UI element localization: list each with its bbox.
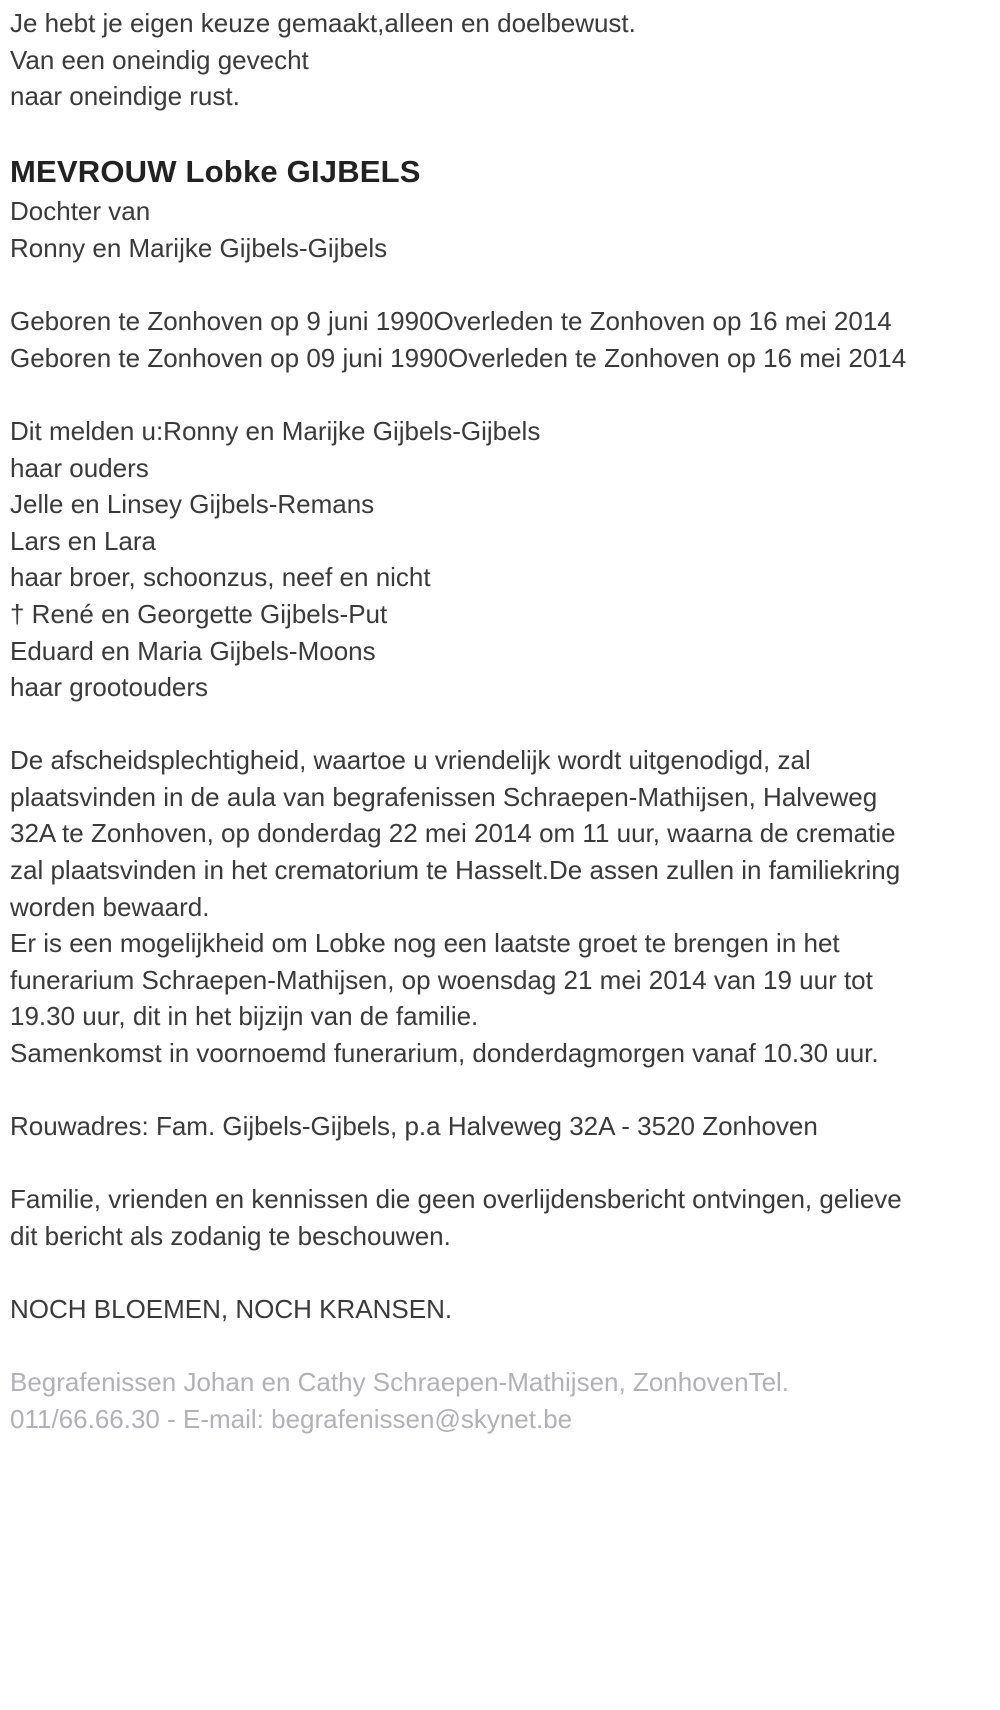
poem-line-2: Van een oneindig gevecht — [10, 44, 309, 75]
undertaker-footer-text: Begrafenissen Johan en Cathy Schraepen-Mathijsen, ZonhovenTel. 011/66.66.30 - E-mail: begrafenissen@skynet.be — [10, 1367, 790, 1434]
general-notice — [10, 1181, 926, 1254]
ceremony-paragraph-2: Er is een mogelijkheid om Lobke nog een laatste groet te brengen in het funerarium Schraepen-Mathijsen, op woensdag 21 mei 2014 van 19 uur tot 19.30 uur, dit in het bijzijn van de familie. — [10, 928, 873, 1032]
family-list — [10, 413, 926, 706]
deceased-header — [10, 151, 926, 266]
poem-line-1: Je hebt je eigen keuze gemaakt,alleen en doelbewust. — [10, 8, 636, 38]
family-line-siblings-label: haar broer, schoonzus, neef en nicht — [10, 562, 431, 593]
flowers-notice — [10, 1291, 926, 1328]
ceremony-details — [10, 742, 926, 1071]
relation-line-2: Ronny en Marijke Gijbels-Gijbels — [10, 232, 388, 263]
date-line-2: Geboren te Zonhoven op 09 juni 1990Overleden te Zonhoven op 16 mei 2014 — [10, 342, 907, 373]
flowers-notice-text: NOCH BLOEMEN, NOCH KRANSEN. — [10, 1294, 453, 1325]
poem — [10, 5, 926, 115]
mourning-address-text: Rouwadres: Fam. Gijbels-Gijbels, p.a Halveweg 32A - 3520 Zonhoven — [10, 1111, 818, 1142]
undertaker-footer — [10, 1364, 926, 1437]
ceremony-paragraph-3: Samenkomst in voornoemd funerarium, donderdagmorgen vanaf 10.30 uur. — [10, 1038, 879, 1069]
family-line-grandparents-2: Eduard en Maria Gijbels-Moons — [10, 635, 376, 666]
family-line-siblings-2: Lars en Lara — [10, 525, 156, 556]
ceremony-paragraph-1: De afscheidsplechtigheid, waartoe u vriendelijk wordt uitgenodigd, zal plaatsvinden in de aula van begrafenissen Schraepen-Mathijsen, Halveweg 32A te Zonhoven, op donderdag 22 mei 2014 om 11 uur, waarna de crematie zal plaatsvinden in het crematorium te Hasselt.De assen zullen in familiekring worden bewaard. — [10, 745, 901, 922]
poem-line-3: naar oneindige rust. — [10, 81, 240, 112]
family-line-siblings-1: Jelle en Linsey Gijbels-Remans — [10, 489, 375, 520]
mourning-address — [10, 1108, 926, 1145]
date-line-1: Geboren te Zonhoven op 9 juni 1990Overleden te Zonhoven op 16 mei 2014 — [10, 306, 892, 337]
family-line-grandparents-label: haar grootouders — [10, 672, 209, 703]
page-title: MEVROUW Lobke GIJBELS — [10, 154, 421, 190]
family-line-parents-label: haar ouders — [10, 452, 149, 483]
birth-death-dates — [10, 303, 926, 376]
family-line-grandparents-1: † René en Georgette Gijbels-Put — [10, 598, 388, 629]
relation-line-1: Dochter van — [10, 196, 151, 227]
family-line-announcers: Dit melden u:Ronny en Marijke Gijbels-Gijbels — [10, 415, 541, 446]
general-notice-text: Familie, vrienden en kennissen die geen overlijdensbericht ontvingen, gelieve dit bericht als zodanig te beschouwen. — [10, 1184, 902, 1251]
